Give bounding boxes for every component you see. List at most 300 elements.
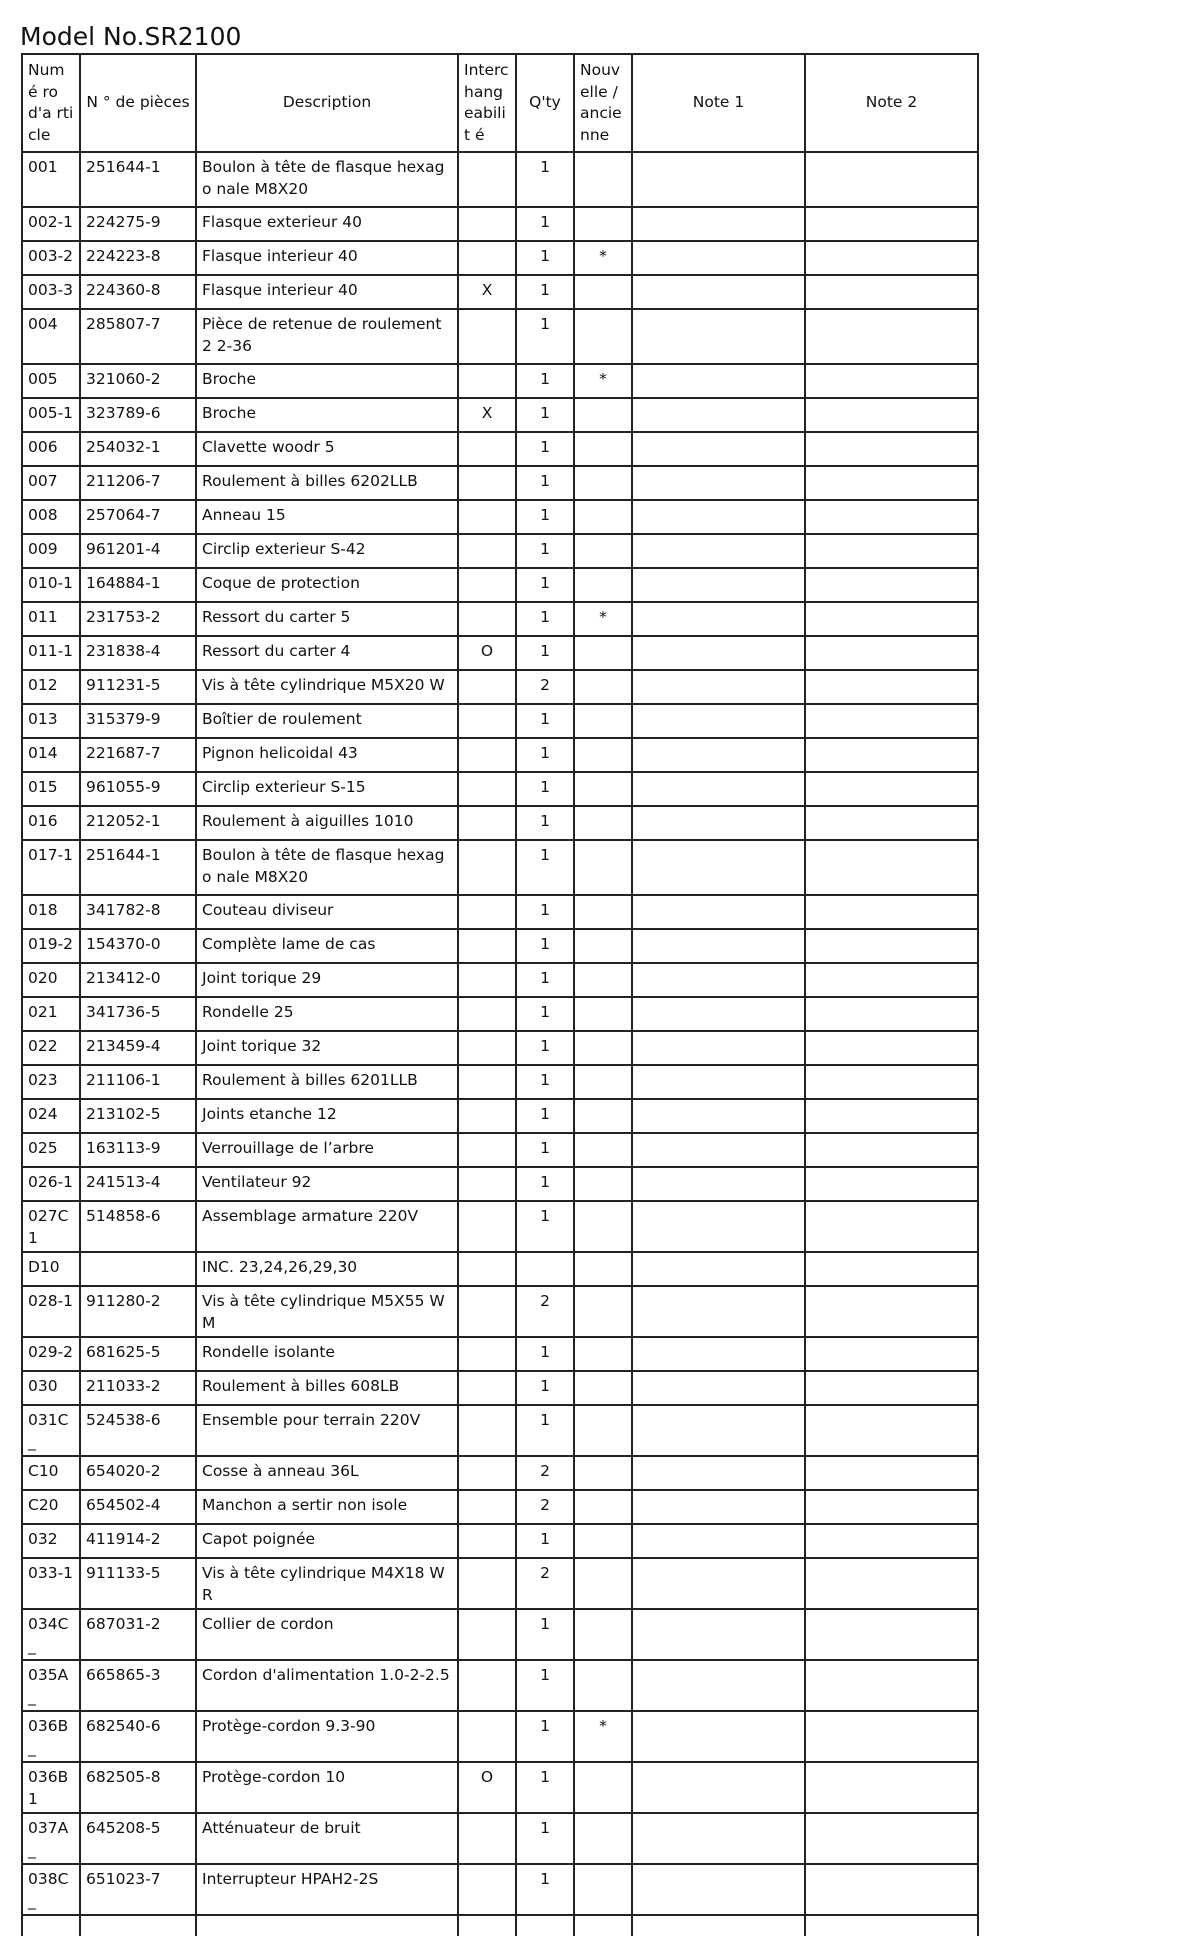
cell-note-1 bbox=[632, 670, 805, 704]
cell-note-1 bbox=[632, 432, 805, 466]
cell-item-number: 006 bbox=[22, 432, 80, 466]
cell-item-number: 015 bbox=[22, 772, 80, 806]
cell-description: Assemblage armature 220V bbox=[196, 1201, 458, 1252]
cell-quantity: 2 bbox=[516, 1490, 574, 1524]
cell-note-1 bbox=[632, 738, 805, 772]
cell-description: Pignon helicoidal 43 bbox=[196, 738, 458, 772]
cell-note-2 bbox=[805, 929, 978, 963]
cell-quantity: 1 bbox=[516, 840, 574, 895]
cell-quantity: 1 bbox=[516, 895, 574, 929]
cell-description: Roulement à billes 608LB bbox=[196, 1371, 458, 1405]
cell-item-number: 014 bbox=[22, 738, 80, 772]
cell-part-number: 231838-4 bbox=[80, 636, 196, 670]
cell-new-old bbox=[574, 1167, 632, 1201]
table-row bbox=[22, 602, 978, 636]
table-row bbox=[22, 1065, 978, 1099]
table-row bbox=[22, 466, 978, 500]
cell-quantity: 2 bbox=[516, 1456, 574, 1490]
cell-note-1 bbox=[632, 636, 805, 670]
cell-interchangeability bbox=[458, 534, 516, 568]
cell-interchangeability bbox=[458, 1490, 516, 1524]
cell-note-2 bbox=[805, 840, 978, 895]
table-row bbox=[22, 1490, 978, 1524]
cell-note-2 bbox=[805, 152, 978, 207]
table-row bbox=[22, 1660, 978, 1711]
cell-description: Circlip exterieur S-15 bbox=[196, 772, 458, 806]
cell-part-number: 645208-5 bbox=[80, 1813, 196, 1864]
cell-description: Flasque interieur 40 bbox=[196, 241, 458, 275]
table-row bbox=[22, 1864, 978, 1915]
cell-description: INC. 23,24,26,29,30 bbox=[196, 1252, 458, 1286]
cell-note-1 bbox=[632, 207, 805, 241]
cell-note-1 bbox=[632, 1031, 805, 1065]
cell-part-number: 682505-8 bbox=[80, 1762, 196, 1813]
cell-description: Protège-cordon 10 bbox=[196, 1762, 458, 1813]
cell-new-old bbox=[574, 772, 632, 806]
cell-interchangeability bbox=[458, 241, 516, 275]
cell-new-old bbox=[574, 1252, 632, 1286]
table-row bbox=[22, 500, 978, 534]
cell-part-number: 241513-4 bbox=[80, 1167, 196, 1201]
cell-quantity: 1 bbox=[516, 963, 574, 997]
cell-part-number: 321060-2 bbox=[80, 364, 196, 398]
cell-part-number: 514858-6 bbox=[80, 1201, 196, 1252]
cell-new-old bbox=[574, 840, 632, 895]
cell-item-number: 008 bbox=[22, 500, 80, 534]
cell-description: Rondelle isolante bbox=[196, 1337, 458, 1371]
cell-item-number: 016 bbox=[22, 806, 80, 840]
cell-quantity: 1 bbox=[516, 432, 574, 466]
cell-description: Joints etanche 12 bbox=[196, 1099, 458, 1133]
cell-interchangeability bbox=[458, 602, 516, 636]
cell-new-old bbox=[574, 636, 632, 670]
cell-description: Vis à tête cylindrique M5X20 W bbox=[196, 670, 458, 704]
cell-interchangeability bbox=[458, 1660, 516, 1711]
cell-new-old: * bbox=[574, 602, 632, 636]
cell-note-1 bbox=[632, 806, 805, 840]
cell-interchangeability bbox=[458, 364, 516, 398]
cell-description: Manchon a sertir non isole bbox=[196, 1490, 458, 1524]
cell-note-2 bbox=[805, 1031, 978, 1065]
cell-interchangeability bbox=[458, 466, 516, 500]
cell-note-1 bbox=[632, 1609, 805, 1660]
cell-note-2 bbox=[805, 241, 978, 275]
cell-item-number: 018 bbox=[22, 895, 80, 929]
cell-note-2 bbox=[805, 738, 978, 772]
cell-interchangeability bbox=[458, 1337, 516, 1371]
cell-item-number: 035A_ bbox=[22, 1660, 80, 1711]
header-description: Description bbox=[196, 54, 458, 152]
table-row bbox=[22, 772, 978, 806]
table-row bbox=[22, 1337, 978, 1371]
cell-item-number: 012 bbox=[22, 670, 80, 704]
cell-item-number: 030 bbox=[22, 1371, 80, 1405]
cell-note-2 bbox=[805, 1711, 978, 1762]
cell-note-1 bbox=[632, 895, 805, 929]
cell-quantity: 1 bbox=[516, 1133, 574, 1167]
cell-note-1 bbox=[632, 466, 805, 500]
table-row bbox=[22, 1456, 978, 1490]
cell-part-number: 251644-1 bbox=[80, 840, 196, 895]
cell-new-old bbox=[574, 929, 632, 963]
cell-item-number: 001 bbox=[22, 152, 80, 207]
page-title: Model No.SR2100 bbox=[20, 22, 242, 51]
cell-item-number: 032 bbox=[22, 1524, 80, 1558]
cell-description: Ventilateur 92 bbox=[196, 1167, 458, 1201]
table-row bbox=[22, 929, 978, 963]
cell-new-old bbox=[574, 704, 632, 738]
cell-interchangeability bbox=[458, 895, 516, 929]
cell-note-2 bbox=[805, 1813, 978, 1864]
header-note-2: Note 2 bbox=[805, 54, 978, 152]
cell-new-old bbox=[574, 1609, 632, 1660]
cell-interchangeability bbox=[458, 1524, 516, 1558]
cell-quantity: 1 bbox=[516, 500, 574, 534]
table-row bbox=[22, 309, 978, 364]
cell-description: Broche bbox=[196, 364, 458, 398]
cell-note-2 bbox=[805, 1524, 978, 1558]
cell-description: Joint torique 32 bbox=[196, 1031, 458, 1065]
cell-part-number: 164884-1 bbox=[80, 568, 196, 602]
cell-note-1 bbox=[632, 309, 805, 364]
cell-note-1 bbox=[632, 929, 805, 963]
table-header-row bbox=[22, 54, 978, 152]
cell-interchangeability bbox=[458, 1864, 516, 1915]
cell-new-old bbox=[574, 1286, 632, 1337]
cell-interchangeability bbox=[458, 997, 516, 1031]
cell-quantity: 1 bbox=[516, 1660, 574, 1711]
empty-cell bbox=[516, 1915, 574, 1936]
cell-item-number: 010-1 bbox=[22, 568, 80, 602]
cell-note-1 bbox=[632, 1337, 805, 1371]
cell-description: Broche bbox=[196, 398, 458, 432]
cell-quantity: 2 bbox=[516, 1286, 574, 1337]
cell-interchangeability bbox=[458, 1065, 516, 1099]
cell-note-2 bbox=[805, 432, 978, 466]
header-new-old: Nouv elle / ancie nne bbox=[574, 54, 632, 152]
cell-note-2 bbox=[805, 1201, 978, 1252]
cell-quantity: 1 bbox=[516, 534, 574, 568]
cell-item-number: 007 bbox=[22, 466, 80, 500]
cell-part-number: 687031-2 bbox=[80, 1609, 196, 1660]
cell-part-number: 212052-1 bbox=[80, 806, 196, 840]
cell-note-1 bbox=[632, 398, 805, 432]
cell-part-number: 665865-3 bbox=[80, 1660, 196, 1711]
cell-item-number: 023 bbox=[22, 1065, 80, 1099]
cell-interchangeability bbox=[458, 1558, 516, 1609]
cell-quantity: 1 bbox=[516, 1711, 574, 1762]
table-row bbox=[22, 704, 978, 738]
table-row bbox=[22, 568, 978, 602]
cell-note-2 bbox=[805, 309, 978, 364]
cell-new-old bbox=[574, 1762, 632, 1813]
cell-note-2 bbox=[805, 1490, 978, 1524]
cell-part-number: 154370-0 bbox=[80, 929, 196, 963]
cell-description: Complète lame de cas bbox=[196, 929, 458, 963]
cell-new-old bbox=[574, 152, 632, 207]
cell-new-old bbox=[574, 1201, 632, 1252]
cell-new-old bbox=[574, 534, 632, 568]
cell-note-1 bbox=[632, 704, 805, 738]
cell-note-1 bbox=[632, 364, 805, 398]
cell-interchangeability bbox=[458, 929, 516, 963]
cell-part-number: 651023-7 bbox=[80, 1864, 196, 1915]
cell-new-old bbox=[574, 1065, 632, 1099]
empty-cell bbox=[805, 1915, 978, 1936]
cell-note-1 bbox=[632, 1167, 805, 1201]
cell-item-number: 038C_ bbox=[22, 1864, 80, 1915]
cell-part-number: 654502-4 bbox=[80, 1490, 196, 1524]
cell-item-number: 029-2 bbox=[22, 1337, 80, 1371]
cell-quantity: 2 bbox=[516, 670, 574, 704]
cell-quantity: 1 bbox=[516, 1337, 574, 1371]
cell-interchangeability bbox=[458, 840, 516, 895]
cell-description: Roulement à billes 6201LLB bbox=[196, 1065, 458, 1099]
cell-part-number: 315379-9 bbox=[80, 704, 196, 738]
cell-description: Roulement à aiguilles 1010 bbox=[196, 806, 458, 840]
cell-interchangeability bbox=[458, 1371, 516, 1405]
cell-part-number: 211106-1 bbox=[80, 1065, 196, 1099]
cell-part-number: 257064-7 bbox=[80, 500, 196, 534]
cell-item-number: 002-1 bbox=[22, 207, 80, 241]
cell-description: Clavette woodr 5 bbox=[196, 432, 458, 466]
cell-part-number bbox=[80, 1252, 196, 1286]
cell-description: Atténuateur de bruit bbox=[196, 1813, 458, 1864]
table-row bbox=[22, 241, 978, 275]
cell-interchangeability bbox=[458, 432, 516, 466]
table-row bbox=[22, 1286, 978, 1337]
cell-description: Boîtier de roulement bbox=[196, 704, 458, 738]
cell-part-number: 961201-4 bbox=[80, 534, 196, 568]
cell-interchangeability bbox=[458, 1252, 516, 1286]
cell-quantity: 1 bbox=[516, 1065, 574, 1099]
cell-note-2 bbox=[805, 1660, 978, 1711]
cell-note-2 bbox=[805, 1864, 978, 1915]
cell-quantity: 1 bbox=[516, 241, 574, 275]
table-row bbox=[22, 738, 978, 772]
cell-quantity: 1 bbox=[516, 1031, 574, 1065]
cell-description: Interrupteur HPAH2-2S bbox=[196, 1864, 458, 1915]
cell-note-1 bbox=[632, 1456, 805, 1490]
cell-interchangeability bbox=[458, 568, 516, 602]
cell-new-old bbox=[574, 1099, 632, 1133]
cell-part-number: 911280-2 bbox=[80, 1286, 196, 1337]
cell-item-number: 003-3 bbox=[22, 275, 80, 309]
cell-interchangeability bbox=[458, 670, 516, 704]
cell-note-1 bbox=[632, 997, 805, 1031]
cell-interchangeability: X bbox=[458, 398, 516, 432]
cell-quantity: 1 bbox=[516, 398, 574, 432]
cell-item-number: D10 bbox=[22, 1252, 80, 1286]
cell-interchangeability bbox=[458, 806, 516, 840]
cell-note-2 bbox=[805, 1337, 978, 1371]
table-row bbox=[22, 1031, 978, 1065]
cell-description: Verrouillage de l’arbre bbox=[196, 1133, 458, 1167]
cell-note-1 bbox=[632, 1864, 805, 1915]
cell-part-number: 681625-5 bbox=[80, 1337, 196, 1371]
cell-interchangeability bbox=[458, 1133, 516, 1167]
table-row bbox=[22, 1405, 978, 1456]
cell-interchangeability bbox=[458, 152, 516, 207]
cell-item-number: 003-2 bbox=[22, 241, 80, 275]
table-row bbox=[22, 670, 978, 704]
cell-interchangeability bbox=[458, 772, 516, 806]
cell-note-1 bbox=[632, 1762, 805, 1813]
table-row bbox=[22, 1762, 978, 1813]
table-row bbox=[22, 1524, 978, 1558]
cell-note-2 bbox=[805, 568, 978, 602]
cell-new-old bbox=[574, 309, 632, 364]
table-row bbox=[22, 1201, 978, 1252]
cell-interchangeability bbox=[458, 1167, 516, 1201]
cell-new-old bbox=[574, 1133, 632, 1167]
table-row bbox=[22, 1099, 978, 1133]
cell-quantity: 1 bbox=[516, 636, 574, 670]
cell-item-number: 011 bbox=[22, 602, 80, 636]
cell-note-2 bbox=[805, 1558, 978, 1609]
cell-description: Joint torique 29 bbox=[196, 963, 458, 997]
table-row bbox=[22, 275, 978, 309]
cell-new-old bbox=[574, 466, 632, 500]
cell-description: Roulement à billes 6202LLB bbox=[196, 466, 458, 500]
cell-part-number: 231753-2 bbox=[80, 602, 196, 636]
cell-part-number: 911231-5 bbox=[80, 670, 196, 704]
cell-note-2 bbox=[805, 636, 978, 670]
cell-item-number: 022 bbox=[22, 1031, 80, 1065]
cell-part-number: 211033-2 bbox=[80, 1371, 196, 1405]
empty-cell bbox=[632, 1915, 805, 1936]
cell-new-old bbox=[574, 1524, 632, 1558]
cell-interchangeability bbox=[458, 1813, 516, 1864]
cell-item-number: 026-1 bbox=[22, 1167, 80, 1201]
cell-new-old: * bbox=[574, 1711, 632, 1762]
cell-description: Flasque interieur 40 bbox=[196, 275, 458, 309]
cell-part-number: 254032-1 bbox=[80, 432, 196, 466]
table-row bbox=[22, 806, 978, 840]
cell-quantity: 1 bbox=[516, 1201, 574, 1252]
cell-part-number: 213459-4 bbox=[80, 1031, 196, 1065]
cell-interchangeability bbox=[458, 1201, 516, 1252]
cell-quantity: 1 bbox=[516, 929, 574, 963]
table-row bbox=[22, 534, 978, 568]
empty-cell bbox=[196, 1915, 458, 1936]
cell-description: Vis à tête cylindrique M5X55 WM bbox=[196, 1286, 458, 1337]
cell-interchangeability bbox=[458, 1099, 516, 1133]
header-part-number: N ° de pièces bbox=[80, 54, 196, 152]
cell-note-2 bbox=[805, 772, 978, 806]
cell-interchangeability: O bbox=[458, 1762, 516, 1813]
cell-part-number: 213412-0 bbox=[80, 963, 196, 997]
cell-quantity: 1 bbox=[516, 568, 574, 602]
cell-description: Protège-cordon 9.3-90 bbox=[196, 1711, 458, 1762]
cell-quantity: 1 bbox=[516, 806, 574, 840]
cell-note-2 bbox=[805, 364, 978, 398]
cell-new-old bbox=[574, 1031, 632, 1065]
cell-new-old bbox=[574, 568, 632, 602]
cell-new-old bbox=[574, 1405, 632, 1456]
cell-note-1 bbox=[632, 275, 805, 309]
cell-quantity: 1 bbox=[516, 364, 574, 398]
cell-quantity: 1 bbox=[516, 1762, 574, 1813]
cell-new-old bbox=[574, 1371, 632, 1405]
table-row bbox=[22, 1813, 978, 1864]
cell-new-old bbox=[574, 806, 632, 840]
table-row bbox=[22, 1133, 978, 1167]
cell-item-number: 024 bbox=[22, 1099, 80, 1133]
cell-part-number: 224360-8 bbox=[80, 275, 196, 309]
cell-note-1 bbox=[632, 152, 805, 207]
cell-item-number: 036B_ bbox=[22, 1711, 80, 1762]
cell-part-number: 682540-6 bbox=[80, 1711, 196, 1762]
cell-note-1 bbox=[632, 1099, 805, 1133]
cell-description: Collier de cordon bbox=[196, 1609, 458, 1660]
cell-interchangeability bbox=[458, 1031, 516, 1065]
cell-new-old bbox=[574, 670, 632, 704]
cell-description: Cordon d'alimentation 1.0-2-2.5 bbox=[196, 1660, 458, 1711]
cell-quantity: 1 bbox=[516, 1371, 574, 1405]
cell-note-2 bbox=[805, 1609, 978, 1660]
cell-new-old bbox=[574, 963, 632, 997]
cell-note-1 bbox=[632, 1065, 805, 1099]
parts-table bbox=[21, 53, 979, 1936]
cell-part-number: 163113-9 bbox=[80, 1133, 196, 1167]
table-row bbox=[22, 1711, 978, 1762]
cell-new-old bbox=[574, 432, 632, 466]
cell-note-1 bbox=[632, 1252, 805, 1286]
cell-description: Pièce de retenue de roulement 2 2-36 bbox=[196, 309, 458, 364]
cell-note-2 bbox=[805, 1065, 978, 1099]
cell-item-number: 005 bbox=[22, 364, 80, 398]
table-row bbox=[22, 432, 978, 466]
cell-item-number: 033-1 bbox=[22, 1558, 80, 1609]
parts-table-body bbox=[22, 152, 978, 1936]
cell-note-1 bbox=[632, 1660, 805, 1711]
cell-interchangeability: X bbox=[458, 275, 516, 309]
cell-note-2 bbox=[805, 1371, 978, 1405]
table-row bbox=[22, 1609, 978, 1660]
cell-interchangeability bbox=[458, 309, 516, 364]
cell-note-1 bbox=[632, 1201, 805, 1252]
cell-new-old bbox=[574, 275, 632, 309]
cell-item-number: 019-2 bbox=[22, 929, 80, 963]
cell-part-number: 224223-8 bbox=[80, 241, 196, 275]
cell-part-number: 285807-7 bbox=[80, 309, 196, 364]
cell-description: Flasque exterieur 40 bbox=[196, 207, 458, 241]
cell-item-number: 034C_ bbox=[22, 1609, 80, 1660]
cell-description: Cosse à anneau 36L bbox=[196, 1456, 458, 1490]
cell-new-old bbox=[574, 1813, 632, 1864]
cell-item-number: 027C1 bbox=[22, 1201, 80, 1252]
table-row bbox=[22, 963, 978, 997]
cell-interchangeability bbox=[458, 1405, 516, 1456]
cell-new-old: * bbox=[574, 241, 632, 275]
cell-description: Anneau 15 bbox=[196, 500, 458, 534]
cell-quantity: 1 bbox=[516, 1405, 574, 1456]
cell-description: Ensemble pour terrain 220V bbox=[196, 1405, 458, 1456]
cell-note-2 bbox=[805, 806, 978, 840]
cell-note-2 bbox=[805, 1167, 978, 1201]
cell-part-number: 213102-5 bbox=[80, 1099, 196, 1133]
cell-new-old: * bbox=[574, 364, 632, 398]
cell-new-old bbox=[574, 1490, 632, 1524]
cell-item-number: 005-1 bbox=[22, 398, 80, 432]
cell-item-number: 036B1 bbox=[22, 1762, 80, 1813]
cell-description: Couteau diviseur bbox=[196, 895, 458, 929]
cell-note-1 bbox=[632, 772, 805, 806]
cell-note-2 bbox=[805, 1762, 978, 1813]
cell-new-old bbox=[574, 1337, 632, 1371]
empty-cell bbox=[22, 1915, 80, 1936]
